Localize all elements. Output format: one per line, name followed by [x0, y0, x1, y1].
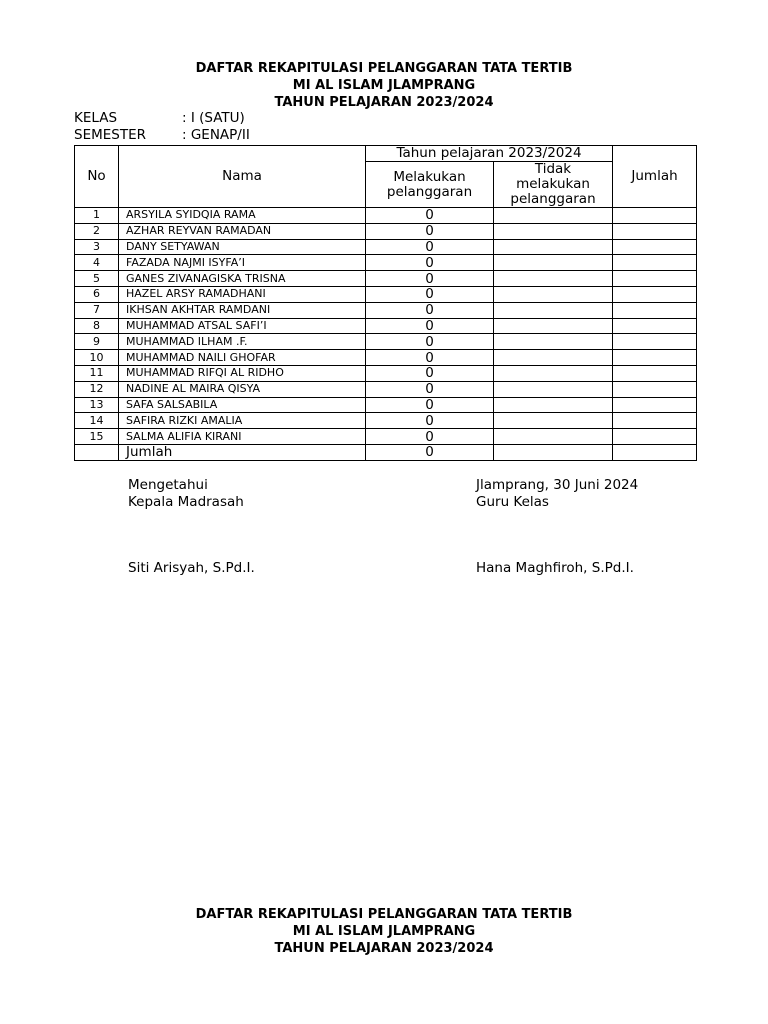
- table-row: [75, 208, 697, 224]
- title-line-2: MI AL ISLAM JLAMPRANG: [292, 78, 476, 93]
- signature-left-name: Siti Arisyah, S.Pd.I.: [128, 560, 255, 576]
- row-tidak-melakukan: [494, 286, 613, 302]
- row-jumlah: [613, 208, 697, 224]
- header-melakukan: Melakukan pelanggaran: [366, 162, 494, 208]
- row-nama: SAFA SALSABILA: [119, 397, 366, 413]
- row-no: 13: [75, 397, 119, 413]
- row-tidak-melakukan: [494, 302, 613, 318]
- row-tidak-melakukan: [494, 413, 613, 429]
- row-jumlah: [613, 365, 697, 381]
- table-row: [75, 381, 697, 397]
- row-no: 6: [75, 286, 119, 302]
- row-melakukan: 0: [366, 239, 494, 255]
- row-melakukan: 0: [366, 271, 494, 287]
- table-row: [75, 334, 697, 350]
- row-melakukan: 0: [366, 365, 494, 381]
- row-no: 11: [75, 365, 119, 381]
- row-jumlah: [613, 271, 697, 287]
- row-jumlah: [613, 429, 697, 445]
- row-tidak-melakukan: [494, 429, 613, 445]
- semester-value: : GENAP/II: [182, 127, 250, 143]
- total-row: [75, 444, 697, 460]
- row-melakukan: 0: [366, 318, 494, 334]
- row-jumlah: [613, 223, 697, 239]
- row-melakukan: 0: [366, 350, 494, 366]
- row-no: 10: [75, 350, 119, 366]
- table-row: [75, 271, 697, 287]
- table-row: [75, 429, 697, 445]
- title-line-3: TAHUN PELAJARAN 2023/2024: [274, 95, 494, 110]
- table-row: [75, 397, 697, 413]
- semester-label: SEMESTER: [74, 127, 147, 143]
- row-no: 5: [75, 271, 119, 287]
- row-jumlah: [613, 350, 697, 366]
- row-jumlah: [613, 286, 697, 302]
- row-nama: NADINE AL MAIRA QISYA: [119, 381, 366, 397]
- row-nama: ARSYILA SYIDQIA RAMA: [119, 208, 366, 224]
- signature-right-role: Guru Kelas: [476, 494, 549, 510]
- table-row: [75, 302, 697, 318]
- row-jumlah: [613, 302, 697, 318]
- signature-right-date: Jlamprang, 30 Juni 2024: [476, 477, 639, 493]
- table-row: [75, 413, 697, 429]
- row-nama: HAZEL ARSY RAMADHANI: [119, 286, 366, 302]
- row-nama: FAZADA NAJMI ISYFA’I: [119, 255, 366, 271]
- row-tidak-melakukan: [494, 365, 613, 381]
- table-row: [75, 255, 697, 271]
- row-no: 15: [75, 429, 119, 445]
- kelas-info: [74, 110, 245, 127]
- row-nama: DANY SETYAWAN: [119, 239, 366, 255]
- row-no: 7: [75, 302, 119, 318]
- row-no: 9: [75, 334, 119, 350]
- row-no: 8: [75, 318, 119, 334]
- signature-right-name: Hana Maghfiroh, S.Pd.I.: [476, 560, 634, 576]
- row-nama: AZHAR REYVAN RAMADAN: [119, 223, 366, 239]
- row-melakukan: 0: [366, 413, 494, 429]
- document-title: [0, 60, 768, 111]
- header-nama: Nama: [119, 146, 366, 208]
- row-tidak-melakukan: [494, 239, 613, 255]
- header-no: No: [75, 146, 119, 208]
- row-tidak-melakukan: [494, 223, 613, 239]
- row-nama: MUHAMMAD ATSAL SAFI’I: [119, 318, 366, 334]
- row-jumlah: [613, 318, 697, 334]
- kelas-label: KELAS: [74, 110, 118, 126]
- row-no: 12: [75, 381, 119, 397]
- row-tidak-melakukan: [494, 255, 613, 271]
- table-row: [75, 239, 697, 255]
- row-no: 2: [75, 223, 119, 239]
- row-nama: SAFIRA RIZKI AMALIA: [119, 413, 366, 429]
- title-line-1: DAFTAR REKAPITULASI PELANGGARAN TATA TERTIB: [195, 61, 573, 76]
- row-jumlah: [613, 255, 697, 271]
- row-melakukan: 0: [366, 208, 494, 224]
- row-jumlah: [613, 381, 697, 397]
- row-jumlah: [613, 239, 697, 255]
- row-melakukan: 0: [366, 223, 494, 239]
- total-label: Jumlah: [119, 444, 366, 460]
- table-row: [75, 318, 697, 334]
- row-nama: MUHAMMAD NAILI GHOFAR: [119, 350, 366, 366]
- next-title-line-3: TAHUN PELAJARAN 2023/2024: [274, 941, 494, 956]
- row-tidak-melakukan: [494, 208, 613, 224]
- row-melakukan: 0: [366, 381, 494, 397]
- row-melakukan: 0: [366, 286, 494, 302]
- row-melakukan: 0: [366, 334, 494, 350]
- table-row: [75, 223, 697, 239]
- row-no: 14: [75, 413, 119, 429]
- row-tidak-melakukan: [494, 334, 613, 350]
- row-nama: GANES ZIVANAGISKA TRISNA: [119, 271, 366, 287]
- total-value: 0: [366, 444, 494, 460]
- header-tahun-pelajaran: Tahun pelajaran 2023/2024: [366, 146, 613, 162]
- row-jumlah: [613, 334, 697, 350]
- row-jumlah: [613, 413, 697, 429]
- row-melakukan: 0: [366, 397, 494, 413]
- row-melakukan: 0: [366, 255, 494, 271]
- row-tidak-melakukan: [494, 350, 613, 366]
- semester-info: [74, 127, 250, 144]
- row-no: 4: [75, 255, 119, 271]
- row-tidak-melakukan: [494, 381, 613, 397]
- next-page-title: [0, 906, 768, 957]
- row-tidak-melakukan: [494, 397, 613, 413]
- signature-left-line1: Mengetahui: [128, 477, 208, 493]
- row-no: 3: [75, 239, 119, 255]
- row-melakukan: 0: [366, 429, 494, 445]
- row-melakukan: 0: [366, 302, 494, 318]
- row-nama: IKHSAN AKHTAR RAMDANI: [119, 302, 366, 318]
- kelas-value: : I (SATU): [182, 110, 245, 126]
- table-row: [75, 365, 697, 381]
- row-nama: SALMA ALIFIA KIRANI: [119, 429, 366, 445]
- next-title-line-2: MI AL ISLAM JLAMPRANG: [292, 924, 476, 939]
- row-tidak-melakukan: [494, 318, 613, 334]
- signature-left-role: Kepala Madrasah: [128, 494, 244, 510]
- table-row: [75, 286, 697, 302]
- row-nama: MUHAMMAD RIFQI AL RIDHO: [119, 365, 366, 381]
- row-nama: MUHAMMAD ILHAM .F.: [119, 334, 366, 350]
- row-no: 1: [75, 208, 119, 224]
- header-jumlah: Jumlah: [613, 146, 697, 208]
- table-body: [75, 208, 697, 445]
- next-title-line-1: DAFTAR REKAPITULASI PELANGGARAN TATA TERTIB: [195, 907, 573, 922]
- row-tidak-melakukan: [494, 271, 613, 287]
- header-tidak-melakukan: Tidak melakukan pelanggaran: [494, 162, 613, 208]
- recap-table: [74, 145, 697, 461]
- row-jumlah: [613, 397, 697, 413]
- table-row: [75, 350, 697, 366]
